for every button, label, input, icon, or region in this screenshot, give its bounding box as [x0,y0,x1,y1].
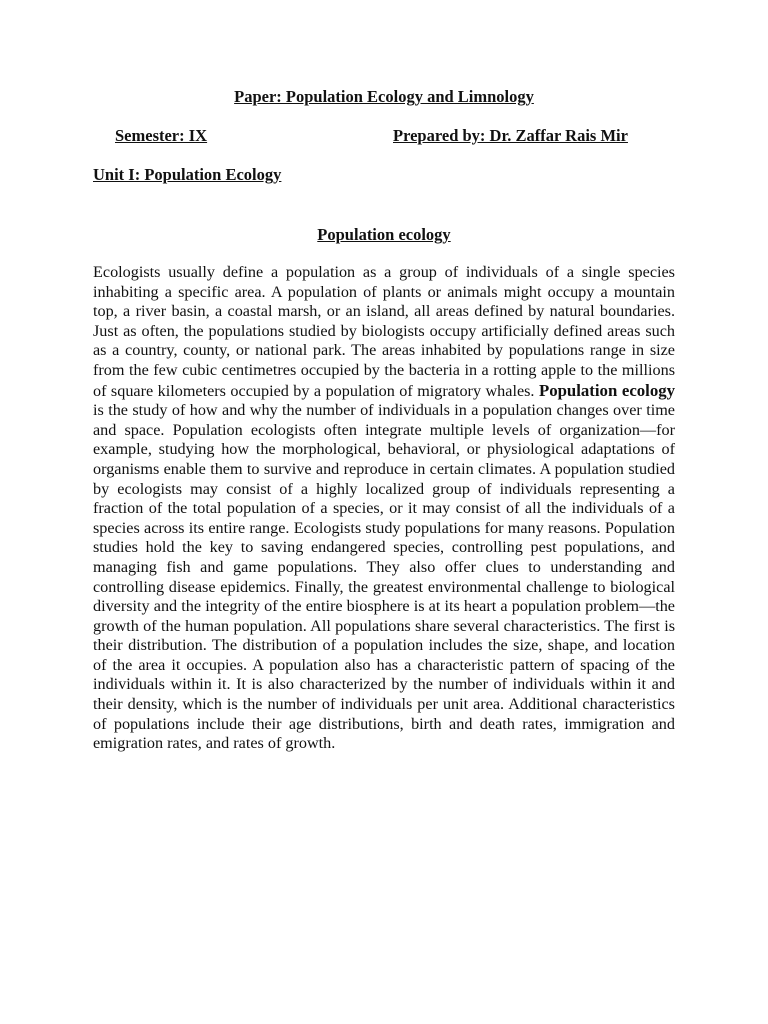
paper-title: Paper: Population Ecology and Limnology [234,87,534,106]
bold-term: Population ecology [538,380,675,400]
paragraph-text-part2: is the study of how and why the number of individuals in a population changes over time and space. Population ecologists often integrate multiple levels of organization—for example, studying how the morphological, behavioral, or physiological adaptations of organisms enable them to survive and reproduce in certain climates. A population studied by ecologists may consist of a highly localized group of individuals representing a fraction of the total population of a species, or it may consist of all the individuals of a species across its entire range. Ecologists study populations for many reasons. Population studies hold the key to saving endangered species, controlling pest populations, and managing fish and game populations. They also offer clues to understanding and controlling disease epidemics. Finally, the greatest environmental challenge to biological diversity and the integrity of the entire biosphere is at its heart a population problem—the growth of the human population. All populations share several characteristics. The first is their distribution. The distribution of a population includes the size, shape, and location of the area it occupies. A population also has a characteristic pattern of spacing of the individuals within it. It is also characterized by the number of individuals within it and their density, which is the number of individuals per unit area. Additional characteristics of populations include their age distributions, birth and death rates, immigration and emigration rates, and rates of growth. [93,401,675,753]
prepared-by-label: Prepared by: Dr. Zaffar Rais Mir [393,126,628,145]
body-paragraph [93,263,675,754]
section-heading: Population ecology [317,225,451,244]
paragraph-text-part1: Ecologists usually define a population as a group of individuals of a single species inhabiting a specific area. A population of plants or animals might occupy a mountain top, a river basin, a coastal marsh, or an island, all areas defined by natural boundaries. Just as often, the populations studied by biologists occupy artificially defined areas such as a country, county, or national park. The areas inhabited by populations range in size from the few cubic centimetres occupied by the bacteria in a rotting apple to the millions of square kilometers occupied by a population of migratory whales. [93,263,675,400]
semester-label: Semester: IX [115,126,208,145]
unit-heading: Unit I: Population Ecology [93,165,282,184]
